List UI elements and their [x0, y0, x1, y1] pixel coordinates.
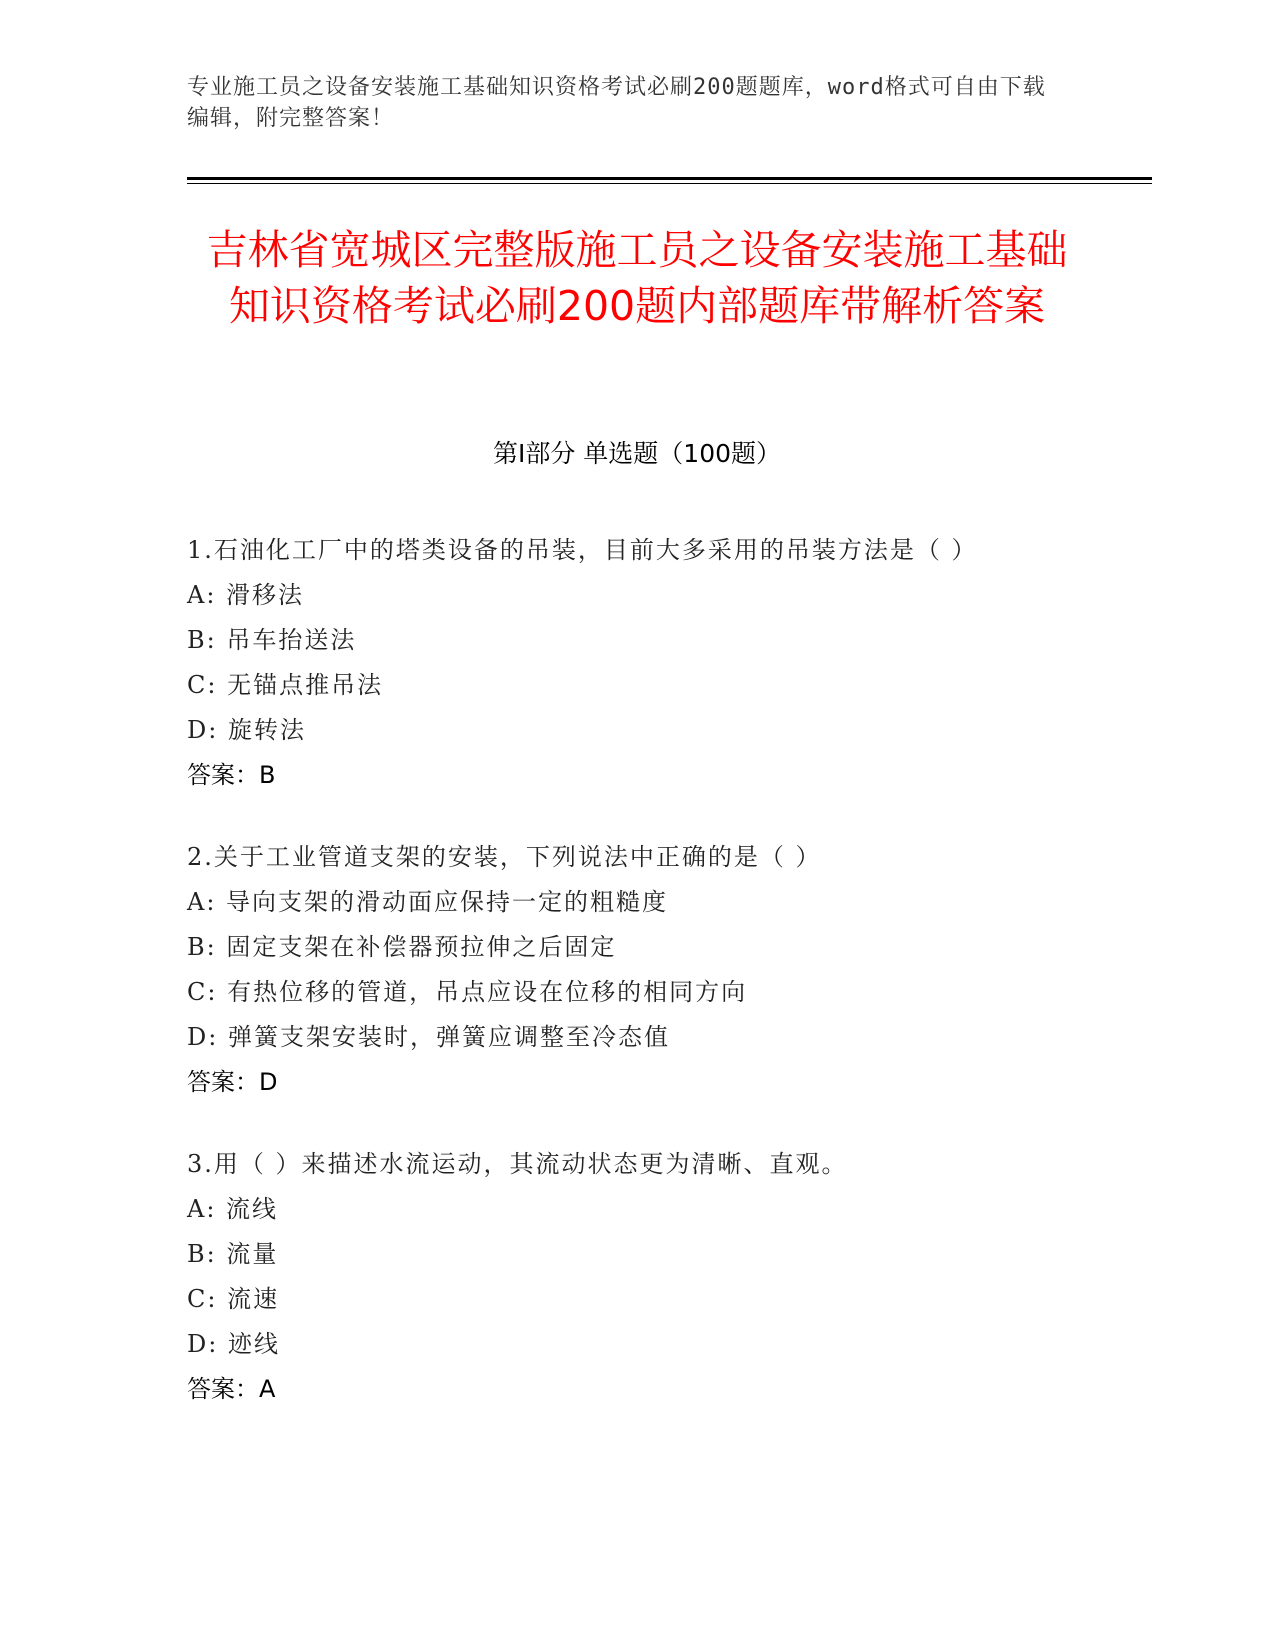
option-a: A: 滑移法 — [187, 581, 305, 609]
question-stem: 2.关于工业管道支架的安装，下列说法中正确的是（ ） — [187, 843, 822, 871]
option-c: C: 有热位移的管道，吊点应设在位移的相同方向 — [187, 978, 748, 1006]
option-d: D: 迹线 — [187, 1330, 280, 1358]
question-1 — [187, 528, 1127, 798]
question-stem: 3.用（ ）来描述水流运动，其流动状态更为清晰、直观。 — [187, 1150, 848, 1178]
document-title: 吉林省宽城区完整版施工员之设备安装施工基础知识资格考试必刷200题内部题库带解析答案 — [206, 226, 1068, 330]
option-a: A: 导向支架的滑动面应保持一定的粗糙度 — [187, 888, 669, 916]
question-3 — [187, 1142, 1127, 1412]
option-b: B: 吊车抬送法 — [187, 626, 357, 654]
option-b: B: 流量 — [187, 1240, 279, 1268]
option-d: D: 旋转法 — [187, 716, 306, 744]
option-b: B: 固定支架在补偿器预拉伸之后固定 — [187, 933, 617, 961]
option-c: C: 无锚点推吊法 — [187, 671, 384, 699]
answer: 答案：B — [187, 761, 276, 789]
answer: 答案：D — [187, 1068, 278, 1096]
question-2 — [187, 835, 1127, 1105]
header-rule-thin — [187, 183, 1152, 184]
section-title: 第Ⅰ部分 单选题（100题） — [492, 439, 782, 468]
question-stem: 1.石油化工厂中的塔类设备的吊装，目前大多采用的吊装方法是（ ） — [187, 536, 978, 564]
option-c: C: 流速 — [187, 1285, 280, 1313]
question-list — [187, 528, 1127, 1449]
header-rule-thick — [187, 177, 1152, 180]
option-d: D: 弹簧支架安装时，弹簧应调整至冷态值 — [187, 1023, 670, 1051]
header-note: 专业施工员之设备安装施工基础知识资格考试必刷200题题库，word格式可自由下载编辑，附完整答案！ — [187, 75, 1046, 131]
answer: 答案：A — [187, 1375, 276, 1403]
option-a: A: 流线 — [187, 1195, 279, 1223]
